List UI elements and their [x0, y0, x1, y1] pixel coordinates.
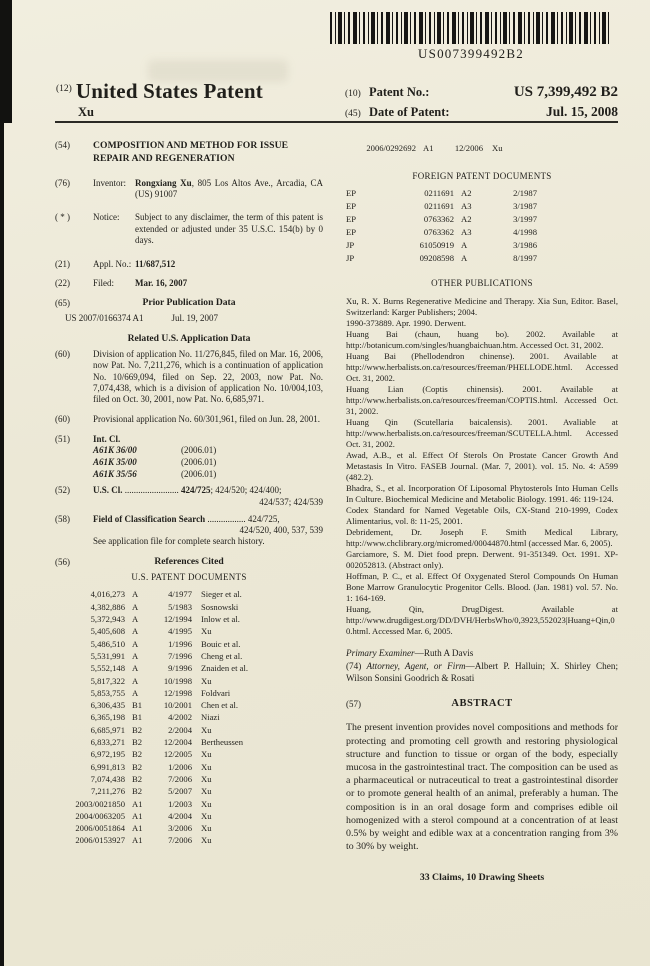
doc-name: Xu: [201, 675, 212, 686]
filed-label: Filed:: [93, 278, 115, 289]
doc-number: 2004/0063205: [75, 810, 125, 821]
appl-value: 11/687,512: [135, 259, 176, 270]
filed-field-code: (22): [55, 278, 70, 289]
doc-date: 4/1977: [168, 589, 192, 600]
foreign-doc-number: 0763362: [423, 214, 454, 225]
doc-number: 6,833,271: [90, 737, 125, 748]
int-cl-code: A61K 36/00: [93, 445, 137, 456]
header-inventor-name: Xu: [78, 105, 94, 119]
doc-name: Xu: [201, 798, 212, 809]
doc-name: Cheng et al.: [201, 650, 243, 661]
doc-kind-code: A: [132, 687, 139, 698]
foreign-doc-number: 61050919: [419, 240, 454, 251]
foreign-doc-number: 0211691: [424, 201, 454, 212]
doc-number: 7,074,438: [90, 773, 125, 784]
doc-name: Xu: [201, 724, 212, 735]
doc-name: Xu: [201, 749, 212, 760]
int-cl-entry: [93, 468, 323, 480]
foreign-kind-code: A2: [461, 214, 472, 225]
related-division-text: Division of application No. 11/276,845, filed on Mar. 16, 2006, now Pat. No. 7,211,276, which is a continuation of application No. 10/669,094, filed on Sep. 22, 2003, now Pat. No. 7,074,438, which is a division of application No. 10/004,103, filed on Oct. 30, 2001, now Pat. No. 6,685,971.: [93, 349, 323, 405]
inventor-field-code: (76): [55, 178, 70, 188]
doc-date: 5/1983: [168, 601, 192, 612]
foreign-kind-code: A: [461, 240, 468, 251]
us-patent-document-row: [55, 798, 323, 810]
us-patent-document-row: [55, 773, 323, 785]
publication-entry: Huang Bai (Phellodendron chinense). 2001. Available at http://www.herbalists.on.ca/resources/freeman/PHELLODE.html. Accessed Oct. 31, 2002.: [346, 351, 618, 384]
doc-name: Bertheussen: [201, 737, 244, 748]
other-publications-list: [346, 296, 618, 637]
doc-name: Sieger et al.: [201, 589, 242, 600]
doc-name: Xu: [492, 143, 503, 153]
foreign-country-code: JP: [346, 240, 355, 251]
us-patent-document-row: [55, 650, 323, 662]
field-of-search-item: [55, 514, 323, 548]
publication-entry: Hoffman, P. C., et al. Effect Of Oxygenated Sterol Compounds On Human Bone Marrow Granulocytic Progenitor Cells. Blood. (Jan. 1981) vol. 57. No. 1: 164-169.: [346, 571, 618, 604]
invention-title: COMPOSITION AND METHOD FOR ISSUE REPAIR AND REGENERATION: [93, 140, 289, 164]
notice-item: [55, 212, 323, 246]
appl-label: Appl. No.:: [93, 259, 132, 270]
doc-kind-code: B2: [132, 737, 143, 748]
notice-text: Subject to any disclaimer, the term of this patent is extended or adjusted under 35 U.S.C. 154(b) by 0 days.: [135, 212, 323, 245]
doc-date: 7/1996: [168, 650, 192, 661]
prior-publication-entry: [65, 313, 323, 324]
doc-number: 5,853,755: [90, 687, 125, 698]
us-patent-document-row: [55, 687, 323, 699]
doc-kind-code: A: [132, 601, 139, 612]
patent-date-row: [345, 103, 618, 123]
patent-date-field-code: (45): [345, 109, 361, 119]
references-cited-heading: References Cited: [154, 556, 224, 568]
barcode-image: [330, 12, 612, 44]
int-cl-label: Int. Cl.: [93, 434, 121, 445]
foreign-kind-code: A2: [461, 188, 472, 199]
doc-date: 4/1995: [168, 626, 192, 637]
barcode-block: [330, 12, 612, 62]
doc-kind-code: A1: [132, 810, 143, 821]
int-cl-field-code: (51): [55, 434, 70, 445]
doc-number: 6,306,435: [90, 700, 125, 711]
doc-name: Xu: [201, 761, 212, 772]
foreign-patent-documents-heading: FOREIGN PATENT DOCUMENTS: [412, 171, 552, 182]
foreign-doc-date: 8/1997: [513, 253, 537, 264]
doc-number: 6,685,971: [90, 724, 125, 735]
primary-examiner-line: Primary Examiner—Ruth A Davis: [346, 648, 474, 659]
us-patent-document-row: [346, 142, 618, 154]
doc-kind-code: A1: [423, 143, 434, 153]
us-patent-document-row: [55, 834, 323, 846]
doc-date: 10/1998: [163, 675, 192, 686]
doc-date: 12/2005: [163, 749, 192, 760]
prior-pub-date: Jul. 19, 2007: [171, 313, 219, 324]
doc-name: Bouic et al.: [201, 638, 241, 649]
doc-date: 4/2004: [168, 810, 192, 821]
foreign-doc-number: 09208598: [419, 253, 454, 264]
left-column: [55, 136, 323, 847]
doc-name: Inlow et al.: [201, 614, 240, 625]
foreign-doc-date: 3/1987: [513, 201, 537, 212]
provisional-item: [55, 414, 323, 425]
doc-kind-code: A: [132, 663, 139, 674]
doc-date: 10/2001: [163, 700, 192, 711]
scan-edge-shadow-top: [0, 0, 12, 123]
doc-name: Niazi: [201, 712, 220, 723]
other-publications-heading: OTHER PUBLICATIONS: [431, 278, 533, 289]
foreign-patent-document-row: [346, 239, 618, 252]
doc-name: Xu: [201, 823, 212, 834]
foreign-country-code: EP: [346, 188, 357, 199]
us-patent-document-row: [55, 675, 323, 687]
publication-entry: 1990-373889. Apr. 1990. Derwent.: [346, 318, 467, 329]
field-of-search-code: (58): [55, 513, 70, 524]
doc-number: 7,211,276: [90, 786, 125, 797]
doc-number: 5,531,991: [90, 650, 125, 661]
doc-number: 2006/0292692: [366, 143, 416, 153]
prior-publication-heading-row: [55, 297, 323, 308]
foreign-patent-documents-list: [346, 187, 618, 265]
int-cl-code: A61K 35/00: [93, 457, 137, 468]
doc-name: Znaiden et al.: [201, 663, 249, 674]
publication-entry: Garciamore, S. M. Diet food prepn. Derwent. 91-351349. Oct. 1991. XP-002052813. (Abstract only).: [346, 549, 618, 571]
doc-date: 4/2002: [168, 712, 192, 723]
doc-date: 5/2007: [168, 786, 192, 797]
int-cl-code: A61K 35/56: [93, 469, 137, 480]
us-patent-document-row: [55, 588, 323, 600]
doc-date: 12/1998: [163, 687, 192, 698]
doc-kind-code: A: [132, 650, 139, 661]
patent-date-label: Date of Patent:: [369, 105, 450, 119]
doc-kind-code: A: [132, 614, 139, 625]
us-cl-field-code: (52): [55, 485, 70, 496]
doc-date: 2/2004: [168, 724, 192, 735]
doc-number: 5,405,608: [90, 626, 125, 637]
header-left: [56, 79, 263, 120]
references-field-code: (56): [55, 557, 70, 568]
doc-date: 12/2006: [454, 143, 483, 153]
publication-entry: Huang Qin (Scutellaria baicalensis). 2001. Avaliable at http://www.herbalists.on.ca/resources/freeman/SCUTELLA.html. Accessed Oct. 31, 2002.: [346, 417, 618, 450]
foreign-country-code: JP: [346, 253, 355, 264]
us-patent-document-row: [55, 601, 323, 613]
doc-kind-code: A1: [132, 835, 143, 846]
doc-name: Sosnowski: [201, 601, 239, 612]
related-division-item: [55, 349, 323, 405]
doc-name: Xu: [201, 810, 212, 821]
doc-name: Xu: [201, 786, 212, 797]
foreign-doc-number: 0763362: [423, 227, 454, 238]
doc-date: 7/2006: [168, 835, 192, 846]
us-cl-line: U.S. Cl. ........................ 424/725; 424/520; 424/400;: [93, 485, 282, 496]
references-cited-heading-row: [55, 556, 323, 567]
publication-entry: Huang Bai (chaun, huang bo). 2002. Available at http://botanicum.com/singles/huangbaichuan.htm. Accessed Oct. 31, 2002.: [346, 329, 618, 351]
filed-date-item: [55, 278, 323, 288]
foreign-kind-code: A3: [461, 227, 472, 238]
invention-title-item: [55, 140, 323, 165]
related-data-heading: Related U.S. Application Data: [127, 333, 251, 345]
foreign-country-code: EP: [346, 201, 357, 212]
prior-pub-field-code: (65): [55, 298, 70, 309]
field-of-search-line: Field of Classification Search ................. 424/725,: [93, 513, 280, 524]
int-cl-entry: [93, 444, 323, 456]
provisional-text: Provisional application No. 60/301,961, filed on Jun. 28, 2001.: [93, 414, 320, 425]
abstract-text: The present invention provides novel compositions and methods for protecting and promoting cell growth and restoring physiological structure and function to tissue or organ of the body, especially mucosa in the gastrointestinal tract. The composition can be used as a pharmaceutical or nutraceutical to treat a gastrointestinal disorder or to promote general health of an animal, preferably a human. The composition is in an oral dosage form and comprises edible oil homogenized with a sterol compound at a concentration of at least 0.5% by weight and edible wax at a concentration ranging from 3% to 30% by weight.: [346, 722, 618, 853]
publication-entry: Debridement, Dr. Joseph F. Smith Medical Library, http://www.chclibrary.org/micromed/00044870.html (accessed Mar. 6, 2005).: [346, 527, 618, 549]
doc-date: 1/1996: [168, 638, 192, 649]
int-cl-list: [93, 444, 323, 480]
patent-date-value: Jul. 15, 2008: [545, 104, 618, 119]
page-title: United States Patent: [75, 79, 263, 103]
foreign-kind-code: A3: [461, 201, 472, 212]
foreign-country-code: EP: [346, 227, 357, 238]
publication-entry: Bhadra, S., et al. Incorporation Of Liposomal Phytosterols Into Human Cells In Culture. Biochemical Medicine and Metabolic Biology. 1991. 46: 119-124.: [346, 483, 618, 505]
publication-entry: Huang Lian (Coptis chinensis). 2001. Available at http://www.herbalists.on.ca/resources/freeman/COPTIS.html. Accessed Oct. 31, 2002.: [346, 384, 618, 417]
application-number-item: [55, 259, 323, 269]
doc-kind-code: B1: [132, 712, 143, 723]
int-cl-entry: [93, 456, 323, 468]
publication-entry: Codex Standard for Named Vegetable Oils, CX-Stand 210-1999, Codex Alimentarius, vol. 8: 11-25, 2001.: [346, 505, 618, 527]
doc-kind-code: A1: [132, 823, 143, 834]
kind-code-number: (12): [56, 84, 72, 94]
doc-kind-code: A1: [132, 798, 143, 809]
doc-number: 6,991,813: [90, 761, 125, 772]
doc-name: Xu: [201, 835, 212, 846]
us-cl-item: [55, 485, 323, 507]
inventor-label: Inventor:: [93, 178, 126, 188]
publication-entry: Xu, R. X. Burns Regenerative Medicine and Therapy. Xia Sun, Editor. Basel, Switzerland: Karger Publishers; 2004.: [346, 296, 618, 318]
us-patent-document-row: [55, 613, 323, 625]
abstract-field-code: (57): [346, 699, 361, 710]
field-of-search-note: See application file for complete search history.: [93, 536, 265, 547]
doc-kind-code: A: [132, 589, 139, 600]
us-patent-documents-continued: [346, 142, 618, 154]
foreign-doc-date: 4/1998: [513, 227, 537, 238]
doc-name: Chen et al.: [201, 700, 238, 711]
prior-pub-number: US 2007/0166374 A1: [65, 313, 144, 324]
doc-number: 5,486,510: [90, 638, 125, 649]
doc-number: 5,552,148: [90, 663, 125, 674]
appl-field-code: (21): [55, 259, 70, 270]
us-patent-document-row: [55, 761, 323, 773]
foreign-country-code: EP: [346, 214, 357, 225]
attorney-line: (74) Attorney, Agent, or Firm—Albert P. Halluin; X. Shirley Chen; Wilson Sonsini Goodrich & Rosati: [346, 661, 618, 684]
right-column: [346, 136, 618, 883]
doc-number: 4,382,886: [90, 601, 125, 612]
publication-entry: Huang, Qin, DrugDigest. Available at http://www.drugdigest.org/DD/DVH/HerbsWho/0,3923,552023|Huang+Qin,00.html. Accessed Mar. 6, 2005.: [346, 604, 618, 637]
field-of-search-line2: 424/520, 400, 537, 539: [239, 525, 323, 536]
notice-label: Notice:: [93, 212, 120, 223]
us-patent-documents-heading: U.S. PATENT DOCUMENTS: [131, 572, 247, 583]
doc-date: 1/2003: [168, 798, 192, 809]
int-cl-version: (2006.01): [181, 445, 217, 456]
us-cl-line2: 424/537; 424/539: [259, 496, 323, 507]
title-field-code: (54): [55, 140, 70, 150]
doc-kind-code: B2: [132, 786, 143, 797]
notice-field-code: ( * ): [55, 212, 70, 223]
us-patent-documents-list: [55, 588, 323, 846]
doc-date: 3/2006: [168, 823, 192, 834]
foreign-doc-date: 2/1987: [513, 188, 537, 199]
doc-name: Foldvari: [201, 687, 231, 698]
doc-kind-code: B2: [132, 724, 143, 735]
foreign-patent-document-row: [346, 187, 618, 200]
us-patent-document-row: [55, 662, 323, 674]
doc-kind-code: B1: [132, 700, 143, 711]
doc-kind-code: A: [132, 638, 139, 649]
us-patent-document-row: [55, 810, 323, 822]
us-patent-document-row: [55, 711, 323, 723]
header-divider-rule: [55, 121, 618, 123]
us-patent-document-row: [55, 736, 323, 748]
abstract-heading-row: [346, 698, 618, 709]
doc-date: 12/1994: [163, 614, 192, 625]
doc-kind-code: A: [132, 626, 139, 637]
foreign-doc-number: 0211691: [424, 188, 454, 199]
patent-number-field-code: (10): [345, 89, 361, 99]
doc-date: 9/1996: [168, 663, 192, 674]
foreign-patent-document-row: [346, 252, 618, 265]
us-patent-document-row: [55, 699, 323, 711]
header-right: [345, 83, 618, 123]
us-patent-document-row: [55, 785, 323, 797]
doc-kind-code: B2: [132, 773, 143, 784]
publication-entry: Awad, A.B., et al. Effect Of Sterols On Prostate Cancer Growth And Metastasis In Vitro. FASEB Journal. (Mar. 7, 2001). vol. 15. No. 4: A599 (482.2).: [346, 450, 618, 483]
patent-number-label: Patent No.:: [369, 85, 430, 99]
foreign-patent-document-row: [346, 200, 618, 213]
int-cl-version: (2006.01): [181, 469, 217, 480]
int-cl-version: (2006.01): [181, 457, 217, 468]
doc-number: 5,372,943: [90, 614, 125, 625]
barcode-text: US007399492B2: [418, 46, 524, 61]
us-patent-document-row: [55, 625, 323, 637]
inventor-value: Rongxiang Xu, 805 Los Altos Ave., Arcadia, CA (US) 91007: [135, 178, 324, 200]
doc-number: 5,817,322: [90, 675, 125, 686]
us-patent-document-row: [55, 724, 323, 736]
foreign-doc-date: 3/1997: [513, 214, 537, 225]
filed-value: Mar. 16, 2007: [135, 278, 188, 289]
inventor-item: [55, 178, 323, 200]
doc-number: 4,016,273: [90, 589, 125, 600]
provisional-field-code: (60): [55, 414, 70, 425]
doc-number: 2006/0153927: [75, 835, 125, 846]
us-patent-document-row: [55, 822, 323, 834]
patent-number-row: [345, 83, 618, 103]
doc-date: 12/2004: [163, 737, 192, 748]
doc-number: 2003/0021850: [75, 798, 125, 809]
doc-name: Xu: [201, 626, 212, 637]
doc-number: 6,972,195: [90, 749, 125, 760]
us-patent-document-row: [55, 638, 323, 650]
doc-name: Xu: [201, 773, 212, 784]
doc-kind-code: B2: [132, 749, 143, 760]
prior-publication-heading: Prior Publication Data: [142, 297, 236, 309]
doc-number: 6,365,198: [90, 712, 125, 723]
abstract-heading: ABSTRACT: [451, 698, 513, 710]
patent-number-value: US 7,399,492 B2: [513, 84, 618, 100]
doc-date: 1/2006: [168, 761, 192, 772]
doc-number: 2006/0051864: [75, 823, 125, 834]
doc-kind-code: B2: [132, 761, 143, 772]
foreign-patent-document-row: [346, 213, 618, 226]
foreign-patent-document-row: [346, 226, 618, 239]
scan-edge-shadow: [0, 0, 4, 966]
doc-date: 7/2006: [168, 773, 192, 784]
us-patent-document-row: [55, 748, 323, 760]
foreign-doc-date: 3/1986: [513, 240, 537, 251]
foreign-kind-code: A: [461, 253, 468, 264]
int-cl-item: [55, 434, 323, 480]
related-field-code: (60): [55, 349, 70, 360]
claims-drawing-sheets-line: 33 Claims, 10 Drawing Sheets: [419, 872, 545, 884]
doc-kind-code: A: [132, 675, 139, 686]
